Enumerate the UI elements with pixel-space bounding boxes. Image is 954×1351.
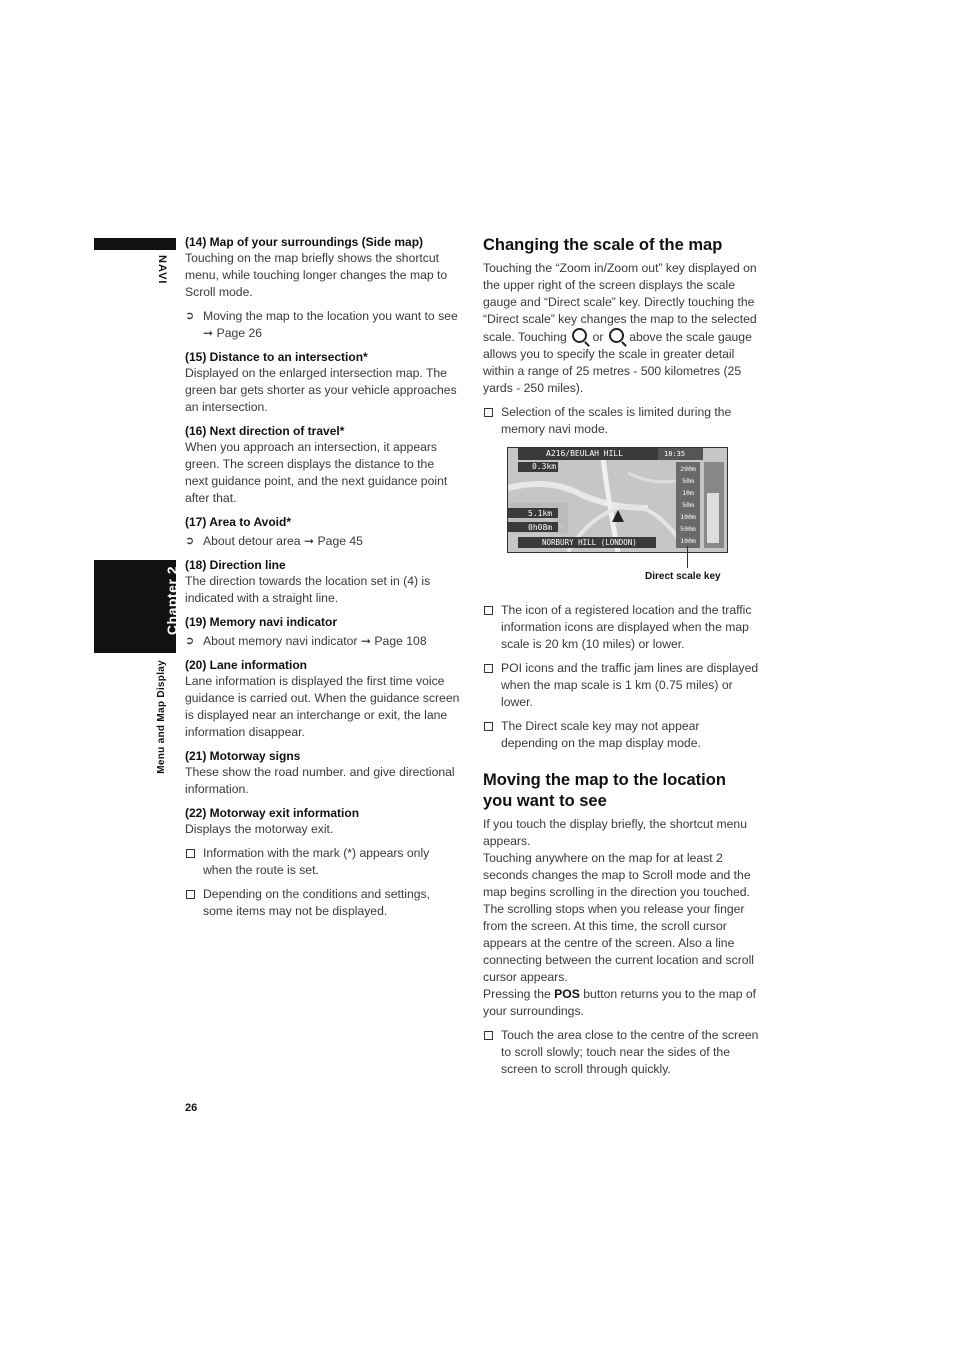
note: Selection of the scales is limited during the memory navi mode.	[483, 404, 759, 438]
note: POI icons and the traffic jam lines are displayed when the map scale is 1 km (0.75 miles) or lower.	[483, 660, 759, 711]
pos-button-label: POS	[554, 987, 580, 1001]
item-heading: (19) Memory navi indicator	[185, 615, 338, 629]
scale-option[interactable]: 100m	[680, 537, 696, 545]
scale-option[interactable]: 200m	[680, 465, 696, 473]
item-body: Lane information is displayed the first time voice guidance is carried out. When the guidance screen is displayed near an interchange or exit, the lane information disappear.	[185, 674, 460, 739]
scale-option[interactable]: 50m	[682, 477, 694, 485]
item-heading: (20) Lane information	[185, 658, 308, 672]
note: Touch the area close to the centre of the screen to scroll slowly; touch near the sides of the screen to scroll through quickly.	[483, 1027, 759, 1078]
scale-option[interactable]: 100m	[680, 513, 696, 521]
note: Information with the mark (*) appears only when the route is set.	[185, 845, 460, 879]
map-eta: 0h08m	[528, 523, 553, 532]
page-number: 26	[185, 1102, 198, 1114]
item-body: When you approach an intersection, it appears green. The screen displays the distance to the next guidance point, and the next guidance point after that.	[185, 440, 448, 505]
map-clock: 18:35	[664, 450, 686, 458]
checkbox-icon	[484, 408, 493, 417]
item-body: These show the road number. and give directional information.	[185, 765, 455, 796]
arrow-icon: ➲	[185, 535, 195, 547]
section-label: NAVI	[156, 255, 168, 285]
arrow-icon: ➲	[185, 635, 195, 647]
checkbox-icon	[186, 849, 195, 858]
cross-reference: ➲ Moving the map to the location you want to see ➞ Page 26	[185, 309, 458, 340]
checkbox-icon	[484, 722, 493, 731]
checkbox-icon	[186, 890, 195, 899]
item-body: Touching on the map briefly shows the shortcut menu, while touching longer changes the map to Scroll mode.	[185, 251, 448, 299]
item-heading: (17) Area to Avoid*	[185, 515, 292, 529]
note: The icon of a registered location and the traffic information icons are displayed when the map scale is 20 km (10 miles) or lower.	[483, 602, 759, 653]
section-body: Touching the “Zoom in/Zoom out” key displayed on the upper right of the screen displays the scale gauge and “Direct scale” key. Directly touching the “Direct scale” key changes the map to the selected scale. Touching or above the scale gauge allows you to specify the scale in greater detail within a range of 25 metres - 500 kilometres (25 yards - 250 miles).	[483, 261, 757, 395]
checkbox-icon	[484, 606, 493, 615]
item-body: The direction towards the location set in (4) is indicated with a straight line.	[185, 574, 431, 605]
note: Depending on the conditions and settings, some items may not be displayed.	[185, 886, 460, 920]
scale-option[interactable]: 500m	[680, 525, 696, 533]
map-screenshot	[507, 447, 728, 553]
item-heading: (14) Map of your surroundings (Side map)	[185, 235, 424, 249]
section-body: Pressing the POS button returns you to the map of your surroundings.	[483, 987, 757, 1018]
section-body: Touching anywhere on the map for at least 2 seconds changes the map to Scroll mode and the map begins scrolling in the direction you touched. The scrolling stops when you release your finger from the screen. At this time, the scroll cursor appears at the centre of the screen. Also a line connecting between the current location and scroll cursor appears.	[483, 851, 754, 984]
arrow-icon: ➲	[185, 310, 195, 322]
checkbox-icon	[484, 1031, 493, 1040]
chapter-label: Chapter 2	[164, 566, 180, 636]
map-distance: 0.3km	[532, 462, 557, 471]
chapter-tab	[94, 560, 180, 653]
map-road-name: A216/BEULAH HILL	[546, 449, 624, 458]
section-title: Moving the map to the location you want to see	[483, 771, 726, 810]
right-column	[483, 235, 759, 438]
item-heading: (16) Next direction of travel*	[185, 424, 345, 438]
item-body: Displayed on the enlarged intersection map. The green bar gets shorter as your vehicle approaches an intersection.	[185, 366, 457, 414]
section-tab-bar	[94, 238, 176, 250]
scale-option[interactable]: 10m	[682, 489, 694, 497]
figure-caption: Direct scale key	[645, 571, 721, 582]
zoom-in-icon	[609, 328, 624, 343]
checkbox-icon	[484, 664, 493, 673]
section-title: Changing the scale of the map	[483, 236, 723, 254]
caption-leader-line	[687, 546, 688, 568]
scale-option[interactable]: 50m	[682, 501, 694, 509]
item-heading: (18) Direction line	[185, 558, 286, 572]
cross-reference: ➲ About detour area ➞ Page 45	[185, 534, 363, 548]
right-column-lower	[483, 602, 759, 1078]
section-body: If you touch the display briefly, the shortcut menu appears.	[483, 817, 747, 848]
item-heading: (22) Motorway exit information	[185, 806, 360, 820]
item-heading: (15) Distance to an intersection*	[185, 350, 368, 364]
item-body: Displays the motorway exit.	[185, 822, 334, 836]
note: The Direct scale key may not appear depending on the map display mode.	[483, 718, 759, 752]
cross-reference: ➲ About memory navi indicator ➞ Page 108	[185, 634, 427, 648]
map-location: NORBURY HILL (LONDON)	[542, 538, 637, 547]
map-remaining-distance: 5.1km	[528, 509, 553, 518]
direct-scale-key[interactable]	[677, 463, 699, 547]
left-column	[185, 235, 460, 920]
zoom-out-icon	[572, 328, 587, 343]
item-heading: (21) Motorway signs	[185, 749, 301, 763]
